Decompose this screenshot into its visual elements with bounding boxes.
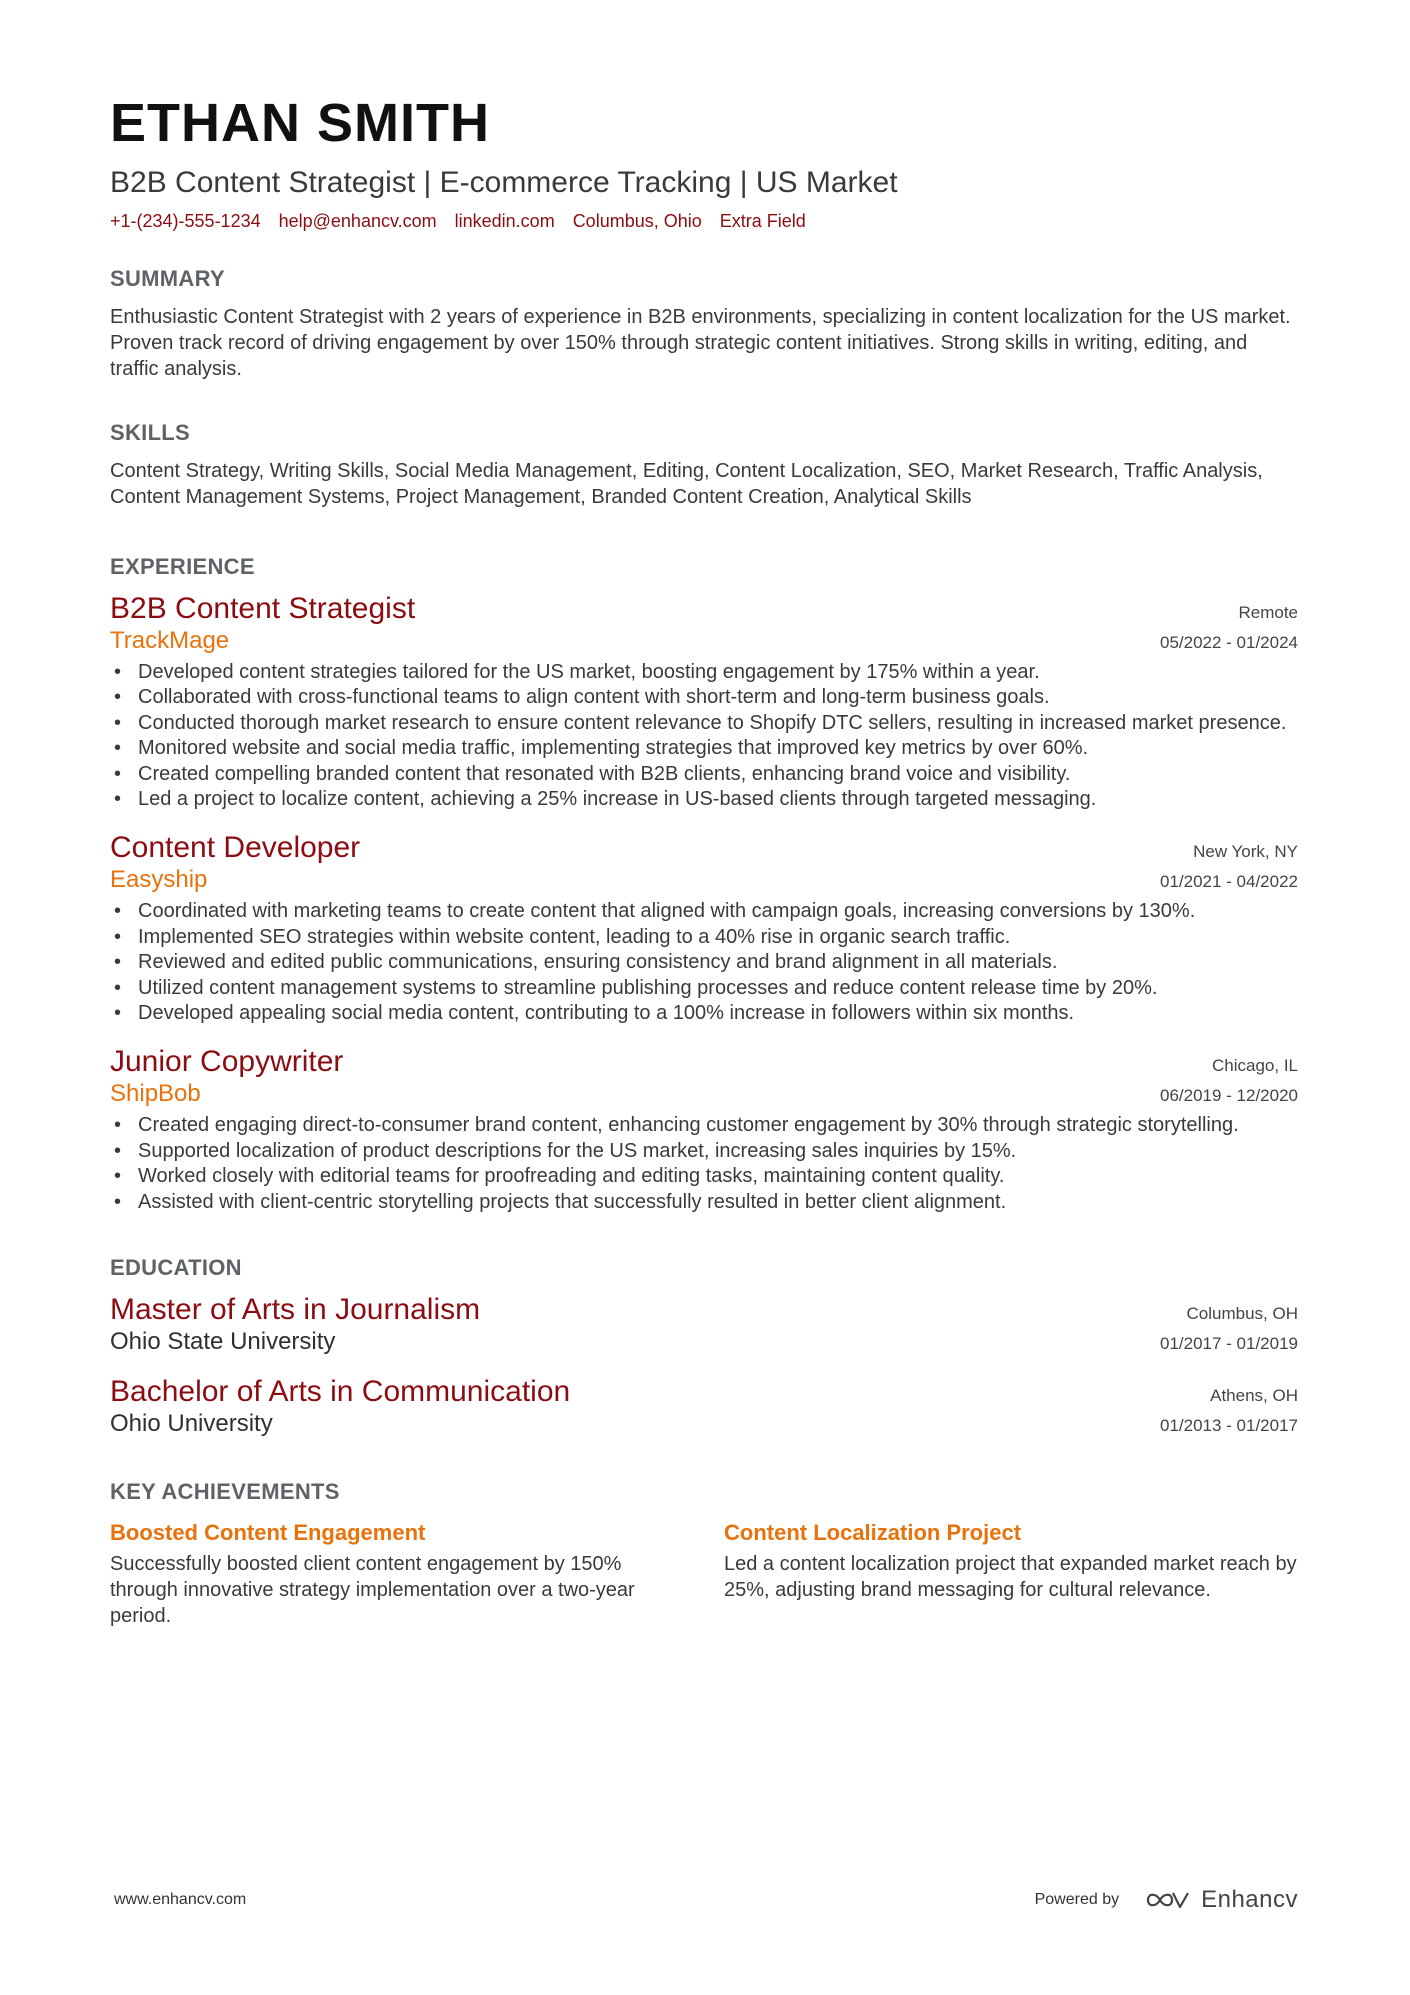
achievement-item [110, 1519, 684, 1629]
job-dates: 01/2021 - 04/2022 [1159, 872, 1298, 892]
job-dates: 06/2019 - 12/2020 [1159, 1086, 1298, 1106]
section-title-achievements: KEY ACHIEVEMENTS [110, 1479, 340, 1505]
contact-linkedin[interactable]: linkedin.com [454, 210, 555, 231]
job-company: ShipBob [110, 1080, 201, 1108]
contact-extra-field: Extra Field [719, 210, 806, 231]
footer-website-link[interactable]: www.enhancv.com [114, 1891, 247, 1908]
list-item: • Created engaging direct-to-consumer brand content, enhancing customer engagement by 30% through strategic storytelling. [138, 1113, 1298, 1139]
job-entry [110, 592, 1298, 814]
brand-link[interactable] [1145, 1886, 1298, 1914]
contact-email[interactable]: help@enhancv.com [278, 210, 437, 231]
section-title-education: EDUCATION [110, 1255, 242, 1281]
achievements-section [110, 1479, 1298, 1629]
list-item: • Developed content strategies tailored for the US market, boosting engagement by 175% within a year. [138, 660, 1298, 686]
enhancv-logo-icon [1145, 1888, 1191, 1912]
job-bullets [110, 660, 1298, 814]
job-location: Chicago, IL [1212, 1056, 1298, 1076]
job-title: Content Developer [110, 831, 361, 865]
section-title-skills: SKILLS [110, 419, 191, 445]
achievement-title: Content Localization Project [724, 1520, 1022, 1546]
school-name: Ohio State University [110, 1328, 336, 1356]
skills-text: Content Strategy, Writing Skills, Social Media Management, Editing, Content Localization, SEO, Market Research, Traffic Analysis, Content Management Systems, Project Management, Branded Content Creation, Analytical Skills [110, 459, 1263, 508]
list-item: • Created compelling branded content that resonated with B2B clients, enhancing brand voice and visibility. [138, 762, 1298, 788]
education-entry [110, 1375, 1298, 1439]
list-item: • Developed appealing social media content, contributing to a 100% increase in followers within six months. [138, 1001, 1298, 1027]
list-item: • Assisted with client-centric storytelling projects that successfully resulted in better client alignment. [138, 1190, 1298, 1216]
list-item: • Implemented SEO strategies within website content, leading to a 40% rise in organic search traffic. [138, 925, 1298, 951]
degree-title: Bachelor of Arts in Communication [110, 1375, 571, 1409]
job-company: TrackMage [110, 626, 230, 654]
list-item: • Utilized content management systems to streamline publishing processes and reduce content release time by 20%. [138, 976, 1298, 1002]
education-entry [110, 1293, 1298, 1357]
list-item: • Monitored website and social media traffic, implementing strategies that improved key metrics by over 60%. [138, 736, 1298, 762]
job-entry [110, 1045, 1298, 1215]
job-bullets [110, 1113, 1298, 1215]
list-item: • Coordinated with marketing teams to create content that aligned with campaign goals, increasing conversions by 130%. [138, 899, 1298, 925]
skills-section [110, 420, 1298, 510]
education-dates: 01/2013 - 01/2017 [1159, 1416, 1298, 1436]
job-entry [110, 831, 1298, 1027]
list-item: • Worked closely with editorial teams for proofreading and editing tasks, maintaining content quality. [138, 1164, 1298, 1190]
achievement-item [724, 1519, 1298, 1629]
education-section [110, 1255, 1298, 1439]
page-footer [114, 1886, 1298, 1914]
degree-title: Master of Arts in Journalism [110, 1293, 481, 1327]
job-location: Remote [1238, 602, 1298, 622]
achievement-text: Successfully boosted client content engagement by 150% through innovative strategy implementation over a two-year period. [110, 1553, 635, 1628]
summary-section [110, 266, 1298, 382]
powered-by-label: Powered by [1034, 1891, 1120, 1908]
contact-phone[interactable]: +1-(234)-555-1234 [110, 210, 261, 231]
job-location: New York, NY [1193, 842, 1298, 862]
job-company: Easyship [110, 866, 208, 894]
experience-section [110, 554, 1298, 1216]
candidate-name: ETHAN SMITH [110, 93, 490, 153]
job-dates: 05/2022 - 01/2024 [1159, 632, 1298, 652]
footer-branding [1035, 1886, 1298, 1914]
list-item: • Conducted thorough market research to ensure content relevance to Shopify DTC sellers, resulting in increased market presence. [138, 711, 1298, 737]
school-name: Ohio University [110, 1410, 273, 1438]
job-title: Junior Copywriter [110, 1045, 344, 1079]
list-item: • Led a project to localize content, achieving a 25% increase in US-based clients through targeted messaging. [138, 787, 1298, 813]
section-title-summary: SUMMARY [110, 265, 225, 291]
contact-location: Columbus, Ohio [572, 210, 702, 231]
education-location: Columbus, OH [1186, 1304, 1298, 1324]
education-location: Athens, OH [1210, 1386, 1298, 1406]
list-item: • Collaborated with cross-functional teams to align content with short-term and long-term business goals. [138, 685, 1298, 711]
contact-bar [110, 211, 1298, 232]
brand-name: Enhancv [1201, 1886, 1298, 1913]
section-title-experience: EXPERIENCE [110, 553, 255, 579]
achievement-title: Boosted Content Engagement [110, 1520, 426, 1546]
list-item: • Reviewed and edited public communications, ensuring consistency and brand alignment in all materials. [138, 950, 1298, 976]
job-bullets [110, 899, 1298, 1027]
education-dates: 01/2017 - 01/2019 [1159, 1334, 1298, 1354]
headline: B2B Content Strategist | E-commerce Tracking | US Market [110, 166, 898, 199]
summary-text: Enthusiastic Content Strategist with 2 years of experience in B2B environments, specializing in content localization for the US market. Proven track record of driving engagement by over 150% through strategic content initiatives. Strong skills in writing, editing, and traffic analysis. [110, 305, 1291, 380]
list-item: • Supported localization of product descriptions for the US market, increasing sales inquiries by 15%. [138, 1139, 1298, 1165]
achievement-text: Led a content localization project that expanded market reach by 25%, adjusting brand messaging for cultural relevance. [724, 1553, 1297, 1602]
achievements-grid [110, 1519, 1298, 1629]
job-title: B2B Content Strategist [110, 591, 416, 625]
